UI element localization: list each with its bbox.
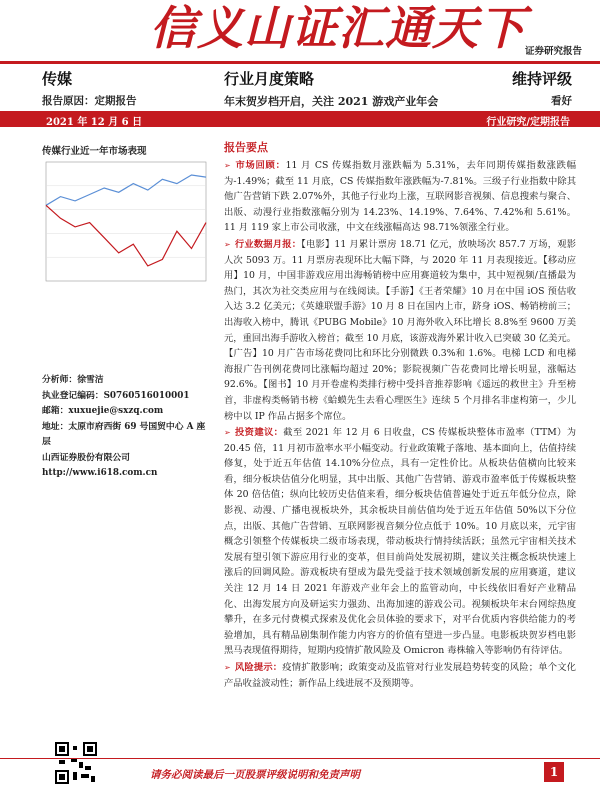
section-investment-advice: ➢ 投资建议：截至 2021 年 12 月 6 日收盘，CS 传媒板块整体市盈率（TTM）为 20.45 倍，11 月初市盈率水平小幅变动。行业政策靴子落地、基本面向上，估值持续修复，处于近五年估值 14.10%分位点，具有一定性价比。从板块估值横向比较来看，细分板块估值分化明显，其中出版、其他广告营销、游戏市盈率低于传媒板块整体 20 倍估值；纵向比较历史估值来看，细分板块估值普遍处于近五年低分位点，除影视、动漫、广播电视板块外，其余板块目前估值均处于近五年估值 50%以下分位点，出版、其他广告营销、互联网影视音频分位点低于 10%。10 月底以来，元宇宙概念引领整个传媒板块二级市场表现，带动板块行情持续活跃；虽然元宇宙相关技术发展有望引领下游应用行业的变革，但目前尚处发展初期，建议关注概念板块快速上涨后的回调风险。游戏板块有望成为最先受益于技术领域创新发展的应用赛道，建议关注 12 月 14 日 2021 年游戏产业年会上的监管动向，中长线依旧看好产业精品化、出海发展方向及研运实力强劲、出海加速的游戏公司。视频板块年末台网综热度攀升，在多元付费模式探索及优化会员体验的要求下，对平台优质内容供给能力的考验增加，具有精品剧集制作能力内容方的价值有望进一步凸显。电影板块贺岁档电影黑马表现值得期待，短期内疫情扩散风险及 Omicron 毒株输入等影响仍有待评估。: [224, 427, 576, 657]
chart-frame: [46, 162, 206, 281]
chart-series-line-1: [46, 205, 206, 266]
footer-divider: [0, 758, 600, 759]
rating-value: 看好: [551, 95, 572, 107]
report-summary: [224, 158, 576, 692]
industry-name: 传媒: [42, 70, 73, 88]
brand-slogan-logo: 信义山证汇通天下: [150, 1, 526, 55]
disclaimer-text: 请务必阅读最后一页股票评级说明和免责声明: [150, 769, 360, 781]
analyst-name: 分析师：徐雪洁: [42, 375, 104, 385]
company-url[interactable]: http://www.i618.com.cn: [42, 468, 158, 478]
company-name: 山西证券股份有限公司: [42, 452, 130, 463]
section-industry-data: ➢ 行业数据月报：【电影】11 月累计票房 18.71 亿元，放映场次 857.7 万场，观影人次 5093 万。11 月票房表现环比大幅下降，与 2020 年 11 月表现接近。【移动应用】10 月，中国非游戏应用出海畅销榜中应用赛道较为集中，其中短视频/直播最为热门，其次为社交类应用与在线阅读。【手游】《王者荣耀》10 月在中国 iOS 预估收入达 3.2 亿美元；《英雄联盟手游》10 月 8 日在国内上市，跻身 iOS、畅销榜前三；出海收入榜中，腾讯《PUBG Mobile》10 月海外收入环比增长 8.8%至 9600 万美元，重回出海手游收入榜首；截至 10 月底，该游戏海外累计收入已突破 30 亿美元。【广告】10 月广告市场花费同比和环比分别微跌 0.3%和 1.6%。电梯 LCD 和电梯海报广告刊例花费同比涨幅均超过 20%；影院视频广告花费同比增长明显，涨幅达 92.6%。【图书】10 月开卷虚构类排行榜中受抖音推荐影响《遥远的救世主》升至榜首，非虚构类畅销书榜《蛤蟆先生去看心理医生》连续 5 个月排名非虚构第一，少儿榜中以 IP 作品占据多个席位。: [224, 238, 576, 422]
section-risk-warning: ➢ 风险提示：疫情扩散影响；政策变动及监管对行业发展趋势转变的风险；单个文化产品收益波动性；新作品上线进展不及预期等。: [224, 662, 576, 689]
report-subtitle: 年末贺岁档开启，关注 2021 游戏产业年会: [224, 95, 439, 108]
page-number: 1: [544, 762, 564, 782]
company-address: 地址：太原市府西街 69 号国贸中心 A 座层: [42, 421, 206, 447]
report-date: 2021 年 12 月 6 日: [46, 117, 143, 128]
chart-title: 传媒行业近一年市场表现: [42, 146, 147, 157]
report-category: 行业研究/定期报告: [486, 117, 570, 128]
market-performance-chart: [40, 156, 212, 301]
section-market-review: ➢ 市场回顾：11 月 CS 传媒指数月涨跌幅为 5.31%，去年同期传媒指数涨跌幅为-1.49%；截至 11 月底，CS 传媒指数年涨跌幅为-7.81%。三级子行业指数中除其他广告营销下跌 2.07%外，其他子行业均上涨，互联网影音视频、信息搜索与聚合、出版、动漫行业指数涨幅分别为 14.23%、14.19%、7.64%、7.42%和 5.61%。11 月 119 家上市公司收涨，中文在线涨幅高达 98.71%领涨全行业。: [224, 160, 576, 234]
rating-label: 维持评级: [511, 70, 572, 88]
report-title: 行业月度策略: [224, 70, 315, 88]
analyst-info: [42, 373, 214, 482]
analyst-cert: 执业登记编码：S0760516010001: [42, 390, 190, 401]
chart-series-line-0: [46, 175, 206, 205]
report-type-label: 证券研究报告: [524, 46, 582, 57]
analyst-email[interactable]: 邮箱：xuxuejie@sxzq.com: [42, 406, 164, 416]
qr-code-icon: [55, 742, 97, 784]
report-reason: 报告原因：定期报告: [42, 95, 137, 107]
summary-title: 报告要点: [224, 141, 268, 154]
header-divider: [0, 61, 600, 64]
